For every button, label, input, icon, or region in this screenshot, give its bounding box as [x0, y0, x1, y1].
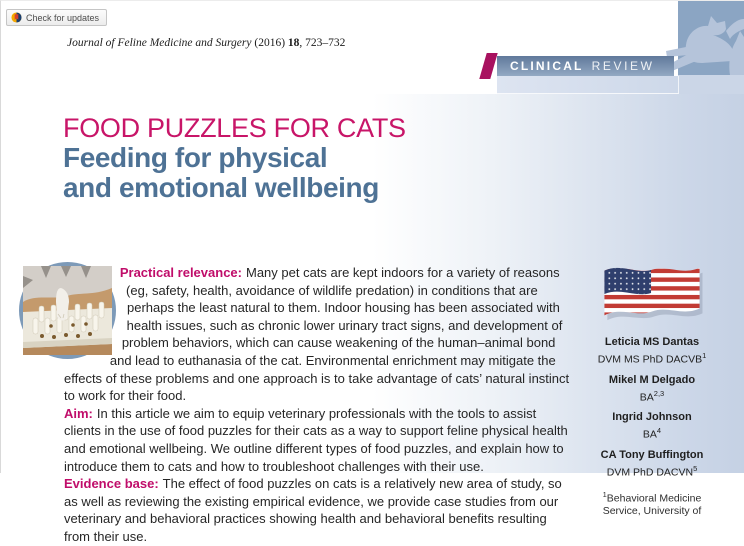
photo-text-wrap-spacer [64, 264, 128, 364]
author-credentials [583, 349, 721, 367]
credentials-text: DVM MS PhD DACVB [597, 353, 703, 366]
section-label: Aim: [64, 405, 93, 421]
banner-word-review: REVIEW [591, 59, 655, 73]
check-for-updates-button[interactable] [6, 9, 107, 26]
author-name: Leticia MS Dantas [604, 336, 700, 348]
author-credentials [583, 462, 721, 480]
abstract-section-aim [64, 405, 574, 475]
credentials-superscript: 2,3 [653, 388, 665, 398]
banner-strip [497, 76, 679, 94]
author-name: Ingrid Johnson [612, 411, 692, 423]
credentials-superscript: 5 [693, 463, 698, 473]
banner-word-clinical: CLINICAL [510, 59, 584, 73]
journal-name: Journal of Feline Medicine and Surgery [67, 37, 252, 49]
citation-pages: , 723–732 [299, 37, 346, 49]
author-entry [583, 411, 721, 442]
clinical-review-banner [497, 56, 674, 76]
author-entry [583, 336, 721, 367]
affiliation-text: Behavioral Medicine Service, University of [602, 492, 702, 517]
section-text: In this article we aim to equip veterinary professionals with the tools to assist clients in the use of food puzzles for their cats as a way to support feline physical health and emotional wellbeing. We outline different types of food puzzles, and explain how to introduce them to cats and how to troubleshoot challenges with their use. [64, 405, 568, 474]
credentials-text: DVM PhD DACVN [606, 466, 694, 478]
credentials-text: BA [639, 391, 654, 403]
page-subtitle-line2: and emotional wellbeing [63, 172, 379, 203]
citation-volume: 18 [287, 37, 300, 49]
section-label: Practical relevance: [119, 265, 242, 280]
journal-citation [67, 37, 345, 49]
credentials-superscript: 4 [656, 426, 662, 435]
credentials-superscript: 1 [702, 351, 707, 360]
author-name: Mikel M Delgado [608, 373, 696, 386]
abstract-text [64, 264, 574, 546]
author-credentials [583, 387, 721, 405]
citation-year: (2016) [251, 37, 288, 49]
us-flag-icon [600, 260, 704, 326]
author-name: CA Tony Buffington [600, 448, 704, 461]
author-entry [583, 374, 721, 405]
page-subtitle [63, 143, 379, 203]
page-subtitle-line1: Feeding for physical [63, 142, 328, 173]
affiliation-note [583, 489, 721, 517]
credentials-text: BA [642, 428, 657, 441]
abstract-section-practical-relevance [64, 264, 574, 405]
crossmark-icon [11, 12, 22, 23]
authors-panel [583, 260, 721, 517]
abstract-section-evidence-base [64, 475, 574, 545]
section-text: Many pet cats are kept indoors for a variety of reasons (eg, safety, health, avoidance of wildlife predation) in conditions that are perhaps the least natural to them. Indoor housing has been associated with health issues, such as chronic lower urinary tract signs, and development of problem behaviors, which can cause weakening of the human–animal bond and lead to euthanasia of the cat. Environmental enrichment may mitigate the effects of these problems and one approach is to take advantage of cats’ natural instinct to work for their food. [64, 265, 570, 404]
section-text: The effect of food puzzles on cats is a relatively new area of study, so as well as reviewing the existing empirical evidence, we provide case studies from our veterinary and behavioral practices showing health and behavioral benefits resulting from their use. [64, 476, 562, 544]
us-flag-image [600, 260, 704, 326]
author-credentials [583, 424, 721, 442]
section-label: Evidence base: [64, 476, 159, 492]
affiliation-superscript: 1 [602, 490, 607, 499]
check-for-updates-label: Check for updates [26, 12, 100, 23]
corner-band [678, 74, 744, 94]
page-title: FOOD PUZZLES FOR CATS [63, 113, 406, 143]
author-entry [583, 449, 721, 480]
banner-slash-icon [479, 53, 497, 79]
